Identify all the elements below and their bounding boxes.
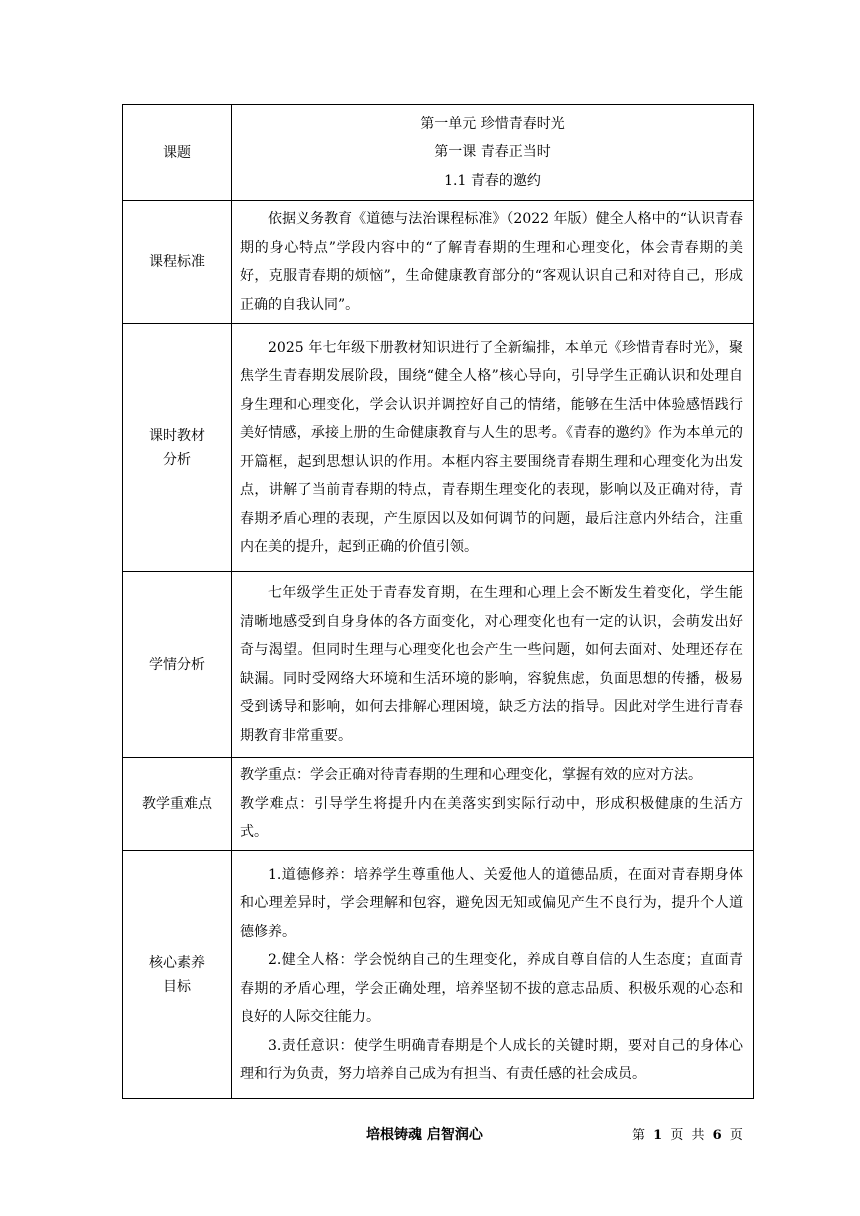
literacy-item-3: 3.责任意识：使学生明确青春期是个人成长的关键时期，要对自己的身体心理和行为负责，努力培养自己成为有担当、有责任感的社会成员。 [240, 1037, 743, 1082]
literacy-label-line1: 核心素养 [149, 954, 205, 971]
section-title: 1.1 青春的邀约 [444, 172, 541, 189]
literacy-item-1: 1.道德修养：培养学生尊重他人、关爱他人的道德品质，在面对青春期身体和心理差异时，学会理解和包容，避免因无知或偏见产生不良行为，提升个人道德修养。 [240, 866, 743, 940]
keypoints-cell [232, 758, 754, 851]
footer-motto: 培根铸魂 启智润心 [366, 1127, 483, 1143]
keypoints-difficulty: 教学难点：引导学生将提升内在美落实到实际行动中，形成积极健康的生活方式。 [240, 795, 743, 841]
title-row [123, 105, 754, 201]
standard-label: 课程标准 [123, 201, 232, 324]
title-cell [232, 105, 754, 201]
page-current: 1 [653, 1128, 663, 1143]
page-indicator [632, 1124, 743, 1143]
keypoints-label: 教学重难点 [123, 758, 232, 851]
lesson-plan-table [122, 104, 754, 1099]
learner-text: 七年级学生正处于青春发育期，在生理和心理上会不断发生着变化，学生能清晰地感受到自身身体的各方面变化，对心理变化也有一定的认识，会萌发出好奇与渴望。但同时生理与心理变化也会产生一些问题，如何去面对、处理还存在缺漏。同时受网络大环境和生活环境的影响，容貌焦虑，负面思想的传播，极易受到诱导和影响，如何去排解心理困境，缺乏方法的指导。因此对学生进行青春期教育非常重要。 [240, 585, 743, 744]
standard-row [123, 201, 754, 324]
page-suffix: 页 [729, 1128, 743, 1143]
unit-title: 第一单元 珍惜青春时光 [420, 115, 565, 132]
learner-cell [232, 572, 754, 758]
literacy-item-2: 2.健全人格：学会悦纳自己的生理变化，养成自尊自信的人生态度；直面青春期的矛盾心理，学会正确处理，培养坚韧不拔的意志品质、积极乐观的心态和良好的人际交往能力。 [240, 952, 743, 1025]
standard-cell [232, 201, 754, 324]
material-label [123, 324, 232, 572]
material-cell [232, 324, 754, 572]
learner-row [123, 572, 754, 758]
material-row [123, 324, 754, 572]
literacy-label [123, 851, 232, 1099]
literacy-label-line2: 目标 [163, 978, 191, 995]
keypoints-focus: 教学重点：学会正确对待青春期的生理和心理变化，掌握有效的应对方法。 [240, 767, 702, 784]
keypoints-row [123, 758, 754, 851]
page-mid: 页 共 [670, 1128, 705, 1143]
page-total: 6 [712, 1128, 722, 1143]
lesson-title: 第一课 青春正当时 [434, 144, 551, 161]
material-label-line1: 课时教材 [149, 427, 205, 444]
literacy-cell [232, 851, 754, 1099]
standard-text: 依据义务教育《道德与法治课程标准》（2022 年版）健全人格中的“认识青春期的身心特点”学段内容中的“了解青春期的生理和心理变化，体会青春期的美好，克服青春期的烦恼”，生命健康教育部分的“客观认识自己和对待自己，形成正确的自我认同”。 [240, 211, 743, 313]
learner-label: 学情分析 [123, 572, 232, 758]
literacy-row [123, 851, 754, 1099]
page-prefix: 第 [632, 1128, 646, 1143]
material-text: 2025 年七年级下册教材知识进行了全新编排，本单元《珍惜青春时光》，聚焦学生青春期发展阶段，围绕“健全人格”核心导向，引导学生正确认识和处理自身生理和心理变化，学会认识并调控好自己的情绪，能够在生活中体验感悟践行美好情感，承接上册的生命健康教育与人生的思考。《青春的邀约》作为本单元的开篇框，起到思想认识的作用。本框内容主要围绕青春期生理和心理变化为出发点，讲解了当前青春期的特点，青春期生理变化的表现，影响以及正确对待，青春期矛盾心理的表现，产生原因以及如何调节的问题，最后注意内外结合，注重内在美的提升，起到正确的价值引领。 [240, 339, 743, 555]
title-label: 课题 [123, 105, 232, 201]
material-label-line2: 分析 [163, 451, 191, 468]
